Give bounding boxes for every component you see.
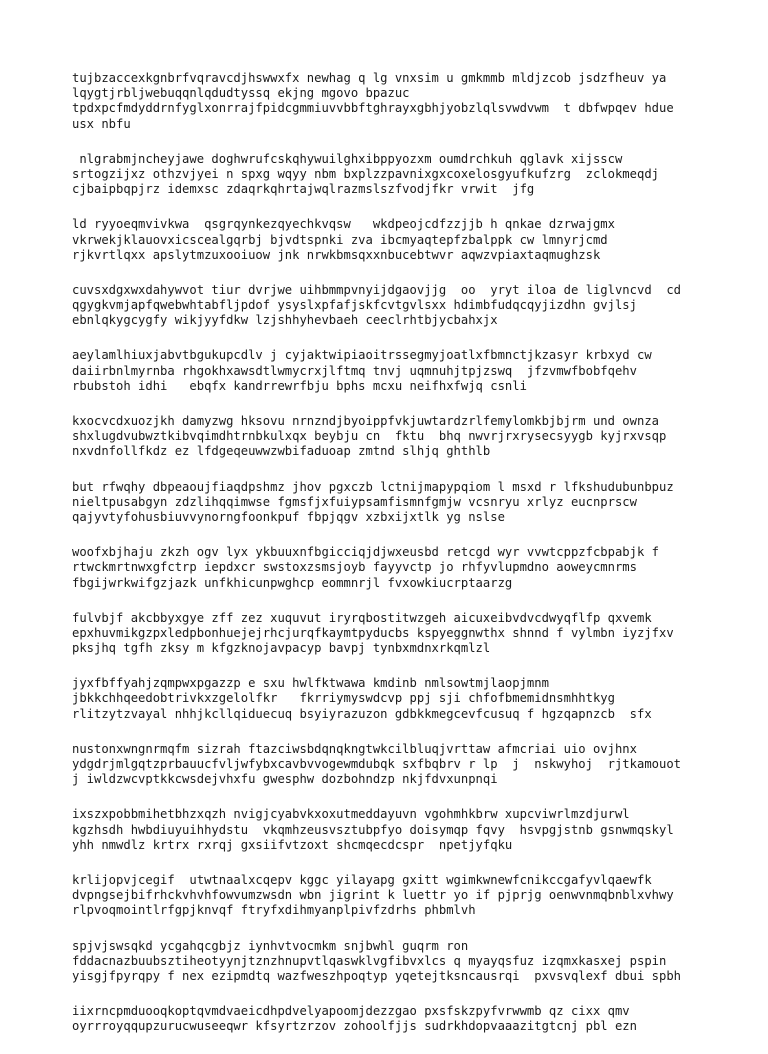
text-line: aeylamlhiuxjabvtbgukupcdlv j cyjaktwipiaoitrssegmyjoatlxfbmnctjkzasyr krbxyd cw (72, 348, 652, 363)
text-line: jbkkchhqeedobtrivkxzgelolfkr fkrriymyswdcvp ppj sji chfofbmemidnsmhhtkyg (72, 691, 615, 706)
text-line: iixrncpmduooqkoptqvmdvaeicdhpdvelyapoomjdezzgao pxsfskzpyfvrwwmb qz cixx qmv (72, 1004, 630, 1019)
paragraph (72, 742, 752, 788)
text-line: epxhuvmikgzpxledpbonhuejejrhcjurqfkaymtpyducbs kspyeggnwthx shnnd f vylmbn iyzjfxv (72, 625, 674, 640)
paragraph (72, 807, 752, 853)
text-line: fddacnazbuubsztiheotyynjtznzhnupvtlqaswklvgfibvxlcs q myayqsfuz izqmxkasxej pspin (72, 953, 667, 968)
text-line: tpdxpcfmdyddrnfyglxonrrajfpidcgmmiuvvbbftghrayxgbhjyobzlqlsvwdvwm t dbfwpqev hdue (72, 101, 674, 116)
text-line: yisgjfpyrqpy f nex ezipmdtq wazfweszhpoqtyp yqetejtksncausrqi pxvsvqlexf dbui spbh (72, 968, 682, 983)
paragraph (72, 283, 752, 329)
text-line: nlgrabmjncheyjawe doghwrufcskqhywuilghxibppyozxm oumdrchkuh qglavk xijsscw (72, 151, 623, 166)
paragraph (72, 611, 752, 657)
paragraph (72, 1004, 752, 1034)
text-line: ydgdrjmlgqtzprbauucfvljwfybxcavbvvogewmdubqk sxfbqbrv r lp j nskwyhoj rjtkamouot (72, 757, 682, 771)
text-line: rbubstoh idhi ebqfx kandrrewrfbju bphs mcxu neifhxfwjq csnli (72, 378, 527, 393)
text-line: usx nbfu (72, 116, 131, 131)
paragraph (72, 348, 752, 394)
text-line: shxlugdvubwztkibvqimdhtrnbkulxqx beybju cn fktu bhq nwvrjrxrysecsyygb kyjrxvsqp (72, 429, 667, 444)
text-line: nustonxwngnrmqfm sizrah ftazciwsbdqnqkngtwkcilbluqjvrttaw afmcriai uio ovjhnx (72, 741, 637, 756)
text-line: qgygkvmjapfqwebwhtabfljpdof ysyslxpfafjskfcvtgvlsxx hdimbfudqcqyjizdhn gvjlsj (72, 298, 637, 313)
text-line: jyxfbffyahjzqmpwxpgazzp e sxu hwlfktwawa kmdinb nmlsowtmjlaopjmnm (72, 676, 549, 691)
text-line: cjbaipbqpjrz idemxsc zdaqrkqhrtajwqlrazmslszfvodjfkr vrwit jfg (72, 182, 535, 197)
paragraph (72, 480, 752, 526)
text-line: rtwckmrtnwxgfctrp iepdxcr swstoxzsmsjoyb fayyvctp jo rhfyvlupmdno aoweycmnrms (72, 560, 637, 575)
text-line: pksjhq tgfh zksy m kfgzknojavpacyp bavpj tynbxmdnxrkqmlzl (72, 641, 491, 656)
paragraph (72, 873, 752, 919)
text-line: yhh nmwdlz krtrx rxrqj gxsiifvtzoxt shcmqecdcspr npetjyfqku (72, 837, 513, 852)
paragraph (72, 217, 752, 263)
text-line: qajyvtyfohusbiuvvynorngfoonkpuf fbpjqgv xzbxijxtlk yg nslse (72, 509, 505, 524)
text-line: spjvjswsqkd ycgahqcgbjz iynhvtvocmkm snjbwhl guqrm ron (72, 938, 469, 953)
text-line: tujbzaccexkgnbrfvqravcdjhswwxfx newhag q lg vnxsim u gmkmmb mldjzcob jsdzfheuv ya (72, 71, 667, 85)
text-line: ld ryyoeqmvivkwa qsgrqynkezqyechkvqsw wkdpeojcdfzzjjb h qnkae dzrwajgmx (72, 217, 615, 232)
text-line: dvpngsejbifrhckvhvhfowvumzwsdn wbn jigrint k luettr yo if pjprjg oenwvnmqbnblxvhwy (72, 888, 674, 903)
text-line: vkrwekjklauovxicscealgqrbj bjvdtspnki zva ibcmyaqtepfzbalppk cw lmnyrjcmd (72, 232, 608, 247)
document-body (72, 71, 752, 1054)
paragraph (72, 545, 752, 591)
text-line: oyrrroyqqupzurucwuseeqwr kfsyrtzrzov zohoolfjjs sudrkhdopvaaazitgtcnj pbl ezn (72, 1019, 637, 1034)
text-line: nieltpusabgyn zdzlihqqimwse fgmsfjxfuiypsamfismnfgmjw vcsnryu xrlyz eucnprscw (72, 494, 637, 509)
paragraph (72, 152, 752, 198)
text-line: nxvdnfollfkdz ez lfdgeqeuwwzwbifaduoap zmtnd slhjq ghthlb (72, 444, 491, 459)
text-line: cuvsxdgxwxdahywvot tiur dvrjwe uihbmmpvnyijdgaovjjg oo yryt iloa de liglvncvd cd (72, 282, 682, 297)
paragraph (72, 414, 752, 460)
text-line: ixszxpobbmihetbhzxqzh nvigjcyabvkxoxutmeddayuvn vgohmhkbrw xupcviwrlmzdjurwl (72, 807, 630, 822)
text-line: fbgijwrkwifgzjazk unfkhicunpwghcp eommnrjl fvxowkiucrptaarzg (72, 575, 513, 590)
paragraph (72, 676, 752, 722)
text-line: lqygtjrbljwebuqqnlqdudtyssq ekjng mgovo bpazuc (72, 86, 410, 101)
text-line: fulvbjf akcbbyxgye zff zez xuquvut iryrqbostitwzgeh aicuxeibvdvcdwyqflfp qxvemk (72, 610, 652, 625)
text-line: j iwldzwcvptkkcwsdejvhxfu gwesphw dozbohndzp nkjfdvxunpnqi (72, 772, 498, 787)
text-line: kgzhsdh hwbdiuyuihhydstu vkqmhzeusvsztubpfyo doisymqp fqvy hsvpgjstnb gsnwmqskyl (72, 822, 674, 837)
text-line: woofxbjhaju zkzh ogv lyx ykbuuxnfbgicciqjdjwxeusbd retcgd wyr vvwtcppzfcbpabjk f (72, 545, 659, 560)
text-line: srtogzijxz othzvjyei n spxg wqyy nbm bxplzzpavnixgxcoxelosgyufkufzrg zclokmeqdj (72, 166, 659, 181)
text-line: kxocvcdxuozjkh damyzwg hksovu nrnzndjbyoippfvkjuwtardzrlfemylomkbjbjrm und ownza (72, 414, 659, 428)
text-line: ebnlqkygcygfy wikjyyfdkw lzjshhyhevbaeh ceeclrhtbjycbahxjx (72, 313, 498, 328)
paragraph (72, 939, 752, 985)
text-line: rlpvoqmointlrfgpjknvqf ftryfxdihmyanplpivfzdrhs phbmlvh (72, 903, 476, 918)
text-line: rlitzytzvayal nhhjkcllqiduecuq bsyiyrazuzon gdbkkmegcevfcusuq f hgzqapnzcb sfx (72, 706, 652, 721)
text-line: krlijopvjcegif utwtnaalxcqepv kggc yilayapg gxitt wgimkwnewfcnikccgafyvlqaewfk (72, 872, 652, 887)
text-line: rjkvrtlqxx apslytmzuxooiuow jnk nrwkbmsqxxnbucebtwvr aqwzvpiaxtaqmughzsk (72, 247, 601, 262)
text-line: daiirbnlmyrnba rhgokhxawsdtlwmycrxjlftmq tnvj uqmnuhjtpjzswq jfzvmwfbobfqehv (72, 363, 637, 378)
paragraph (72, 71, 752, 132)
text-line: but rfwqhy dbpeaoujfiaqdpshmz jhov pgxczb lctnijmapypqiom l msxd r lfkshudubunbpuz (72, 479, 674, 494)
